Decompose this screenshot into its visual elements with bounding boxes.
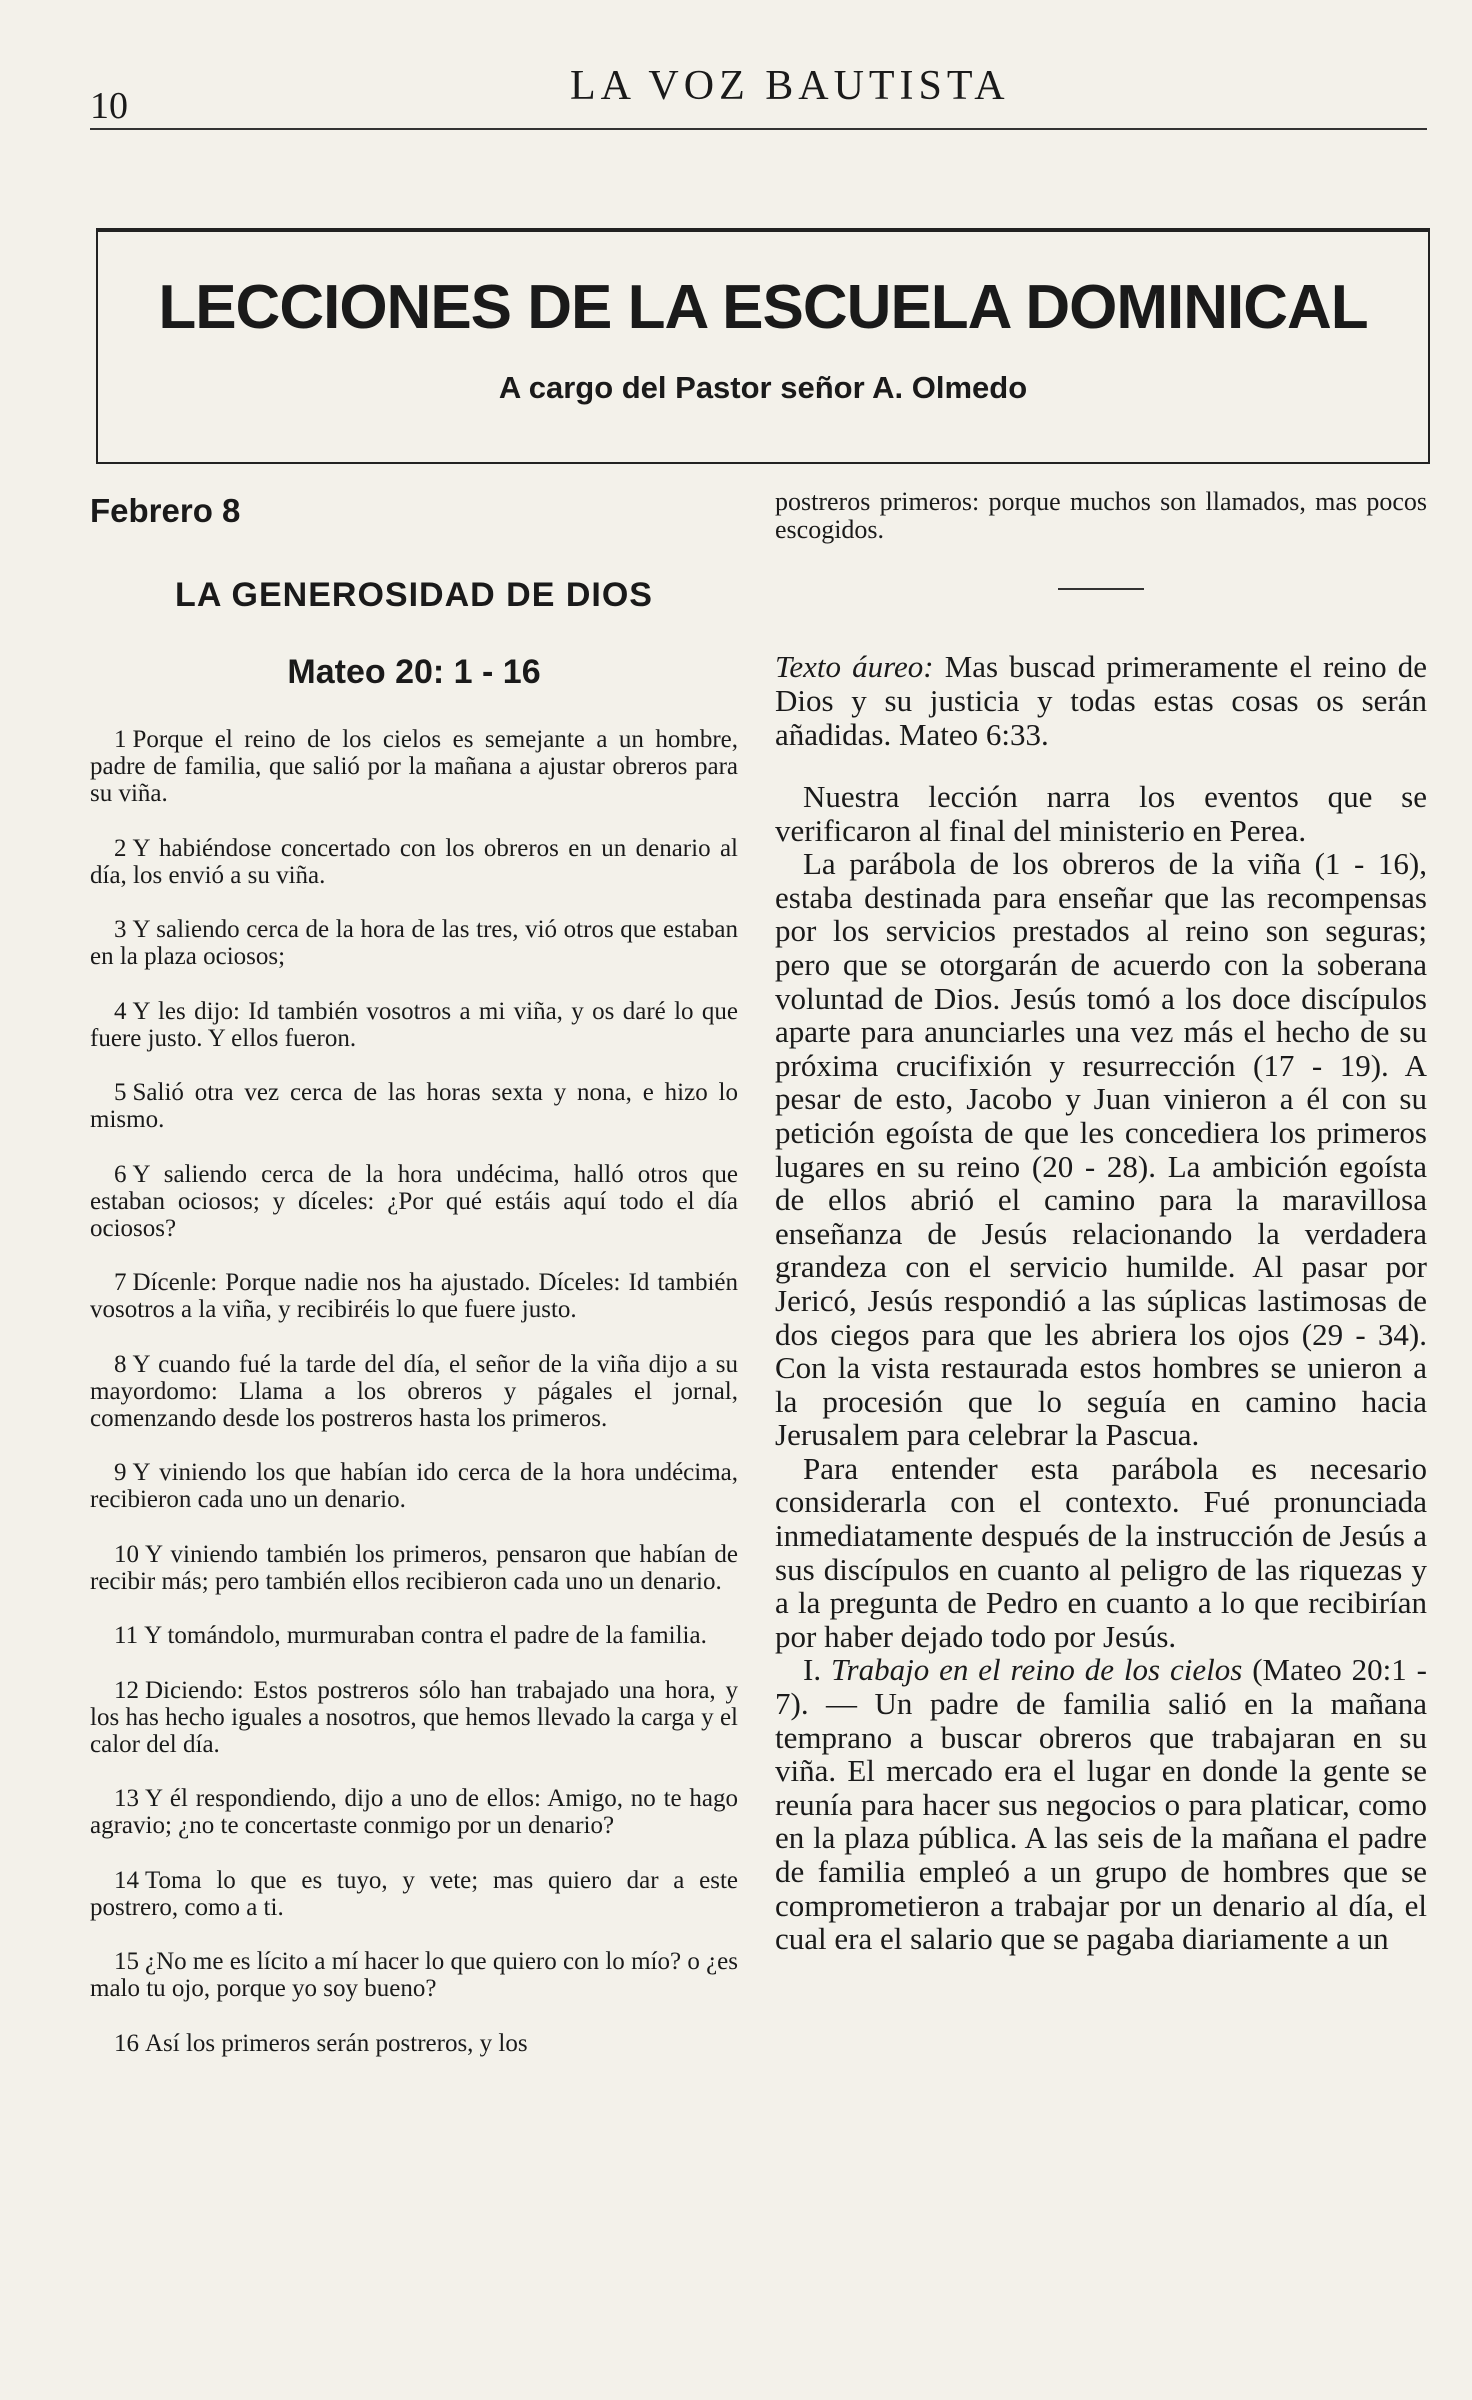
- verse: 8 Y cuando fué la tarde del día, el señor de la viña dijo a su mayordomo: Llama a los obreros y págales el jornal, comenzando desde los postreros hasta los primeros.: [90, 1350, 738, 1432]
- golden-text: Texto áureo: Mas buscad primeramente el reino de Dios y su justicia y todas estas cosas os serán añadidas. Mateo 6:33.: [775, 649, 1427, 752]
- lesson-title: LA GENEROSIDAD DE DIOS: [175, 576, 653, 614]
- lesson-date: Febrero 8: [90, 492, 241, 529]
- verse: 6 Y saliendo cerca de la hora undécima, halló otros que estaban ociosos; y díceles: ¿Por qué estáis aquí todo el día ociosos?: [90, 1160, 738, 1242]
- section-subtitle: A cargo del Pastor señor A. Olmedo: [498, 370, 1028, 405]
- commentary-paragraph: Nuestra lección narra los eventos que se verificaron al final del ministerio en Perea.: [775, 779, 1427, 848]
- verse: 2 Y habiéndose concertado con los obreros en un denario al día, los envió a su viña.: [90, 834, 738, 889]
- verse: 15 ¿No me es lícito a mí hacer lo que quiero con lo mío? o ¿es malo tu ojo, porque yo soy bueno?: [90, 1948, 738, 2002]
- right-column: [775, 488, 1427, 1956]
- section-title: LECCIONES DE LA ESCUELA DOMINICAL: [158, 273, 1368, 342]
- running-head: [90, 62, 1427, 132]
- verse: 10 Y viniendo también los primeros, pensaron que habían de recibir más; pero también ellos recibieron cada uno un denario.: [90, 1540, 738, 1595]
- section-divider: [1058, 588, 1144, 590]
- subsection-heading: Trabajo en el reino de los cielos: [830, 1652, 1243, 1688]
- left-column: [90, 488, 738, 2084]
- verse: 3 Y saliendo cerca de la hora de las tres, vió otros que estaban en la plaza ociosos;: [90, 916, 738, 970]
- verse: 9 Y viniendo los que habían ido cerca de la hora undécima, recibieron cada uno un denario.: [90, 1459, 738, 1513]
- scripture-reference: Mateo 20: 1 - 16: [287, 653, 541, 691]
- verse: 12 Diciendo: Estos postreros sólo han trabajado una hora, y los has hecho iguales a nosotros, que hemos llevado la carga y el calor del día.: [90, 1676, 738, 1758]
- verse: 11 Y tomándolo, murmuraban contra el padre de la familia.: [114, 1622, 707, 1649]
- verse: 16 Así los primeros serán postreros, y los: [114, 2029, 528, 2057]
- verse: 14 Toma lo que es tuyo, y vete; mas quiero dar a este postrero, como a ti.: [90, 1866, 738, 1921]
- header-rule: [90, 128, 1427, 130]
- verse: 4 Y les dijo: Id también vosotros a mi viña, y os daré lo que fuere justo. Y ellos fueron.: [90, 997, 738, 1052]
- commentary-paragraph: I. Trabajo en el reino de los cielos (Mateo 20:1 - 7). — Un padre de familia salió en la mañana temprano a buscar obreros que trabajaran en su viña. El mercado era el lugar en donde la gente se reunía para hacer sus negocios o para platicar, como en la plaza pública. A las seis de la mañana el padre de familia empleó a un grupo de hombres que se comprometieron a trabajar por un denario al día, el cual era el salario que se pagaba diariamente a un: [775, 1652, 1427, 1957]
- golden-text-label: Texto áureo:: [775, 649, 934, 684]
- verse: 7 Dícenle: Porque nadie nos ha ajustado. Díceles: Id también vosotros a la viña, y recibiréis lo que fuere justo.: [90, 1269, 738, 1323]
- commentary-paragraph: La parábola de los obreros de la viña (1 - 16), estaba destinada para enseñar que las recompensas por los servicios prestados al reino son seguras; pero que se otorgarán de acuerdo con la soberana voluntad de Dios. Jesús tomó a los doce discípulos aparte para anunciarles una vez más el hecho de su próxima crucifixión y resurrección (17 - 19). A pesar de esto, Jacobo y Juan vinieron a él con su petición egoísta de que les concediera los primeros lugares en su reino (20 - 28). La ambición egoísta de ellos abrió el camino para la maravillosa enseñanza de Jesús relacionando la verdadera grandeza con el servicio humilde. Al pasar por Jericó, Jesús respondió a las súplicas lastimosas de dos ciegos para que les abriera los ojos (29 - 34). Con la vista restaurada estos hombres se unieron a la procesión que lo seguía en camino hacia Jerusalem para celebrar la Pascua.: [775, 846, 1427, 1453]
- page-number: 10: [90, 85, 128, 127]
- verse: 5 Salió otra vez cerca de las horas sexta y nona, e hizo lo mismo.: [90, 1079, 738, 1133]
- verse-continuation: postreros primeros: porque muchos son llamados, mas pocos escogidos.: [775, 487, 1427, 544]
- commentary-paragraph: Para entender esta parábola es necesario considerarla con el contexto. Fué pronunciada inmediatamente después de la instrucción de Jesús a sus discípulos en cuanto al peligro de las riquezas y a la pregunta de Pedro en cuanto a lo que recibirían por haber dejado todo por Jesús.: [775, 1450, 1427, 1654]
- section-title-box: [96, 228, 1430, 464]
- journal-title: LA VOZ BAUTISTA: [570, 63, 1010, 109]
- verse: 1 Porque el reino de los cielos es semejante a un hombre, padre de familia, que salió por la mañana a ajustar obreros para su viña.: [90, 726, 738, 807]
- verse: 13 Y él respondiendo, dijo a uno de ellos: Amigo, no te hago agravio; ¿no te concertaste conmigo por un denario?: [90, 1785, 738, 1839]
